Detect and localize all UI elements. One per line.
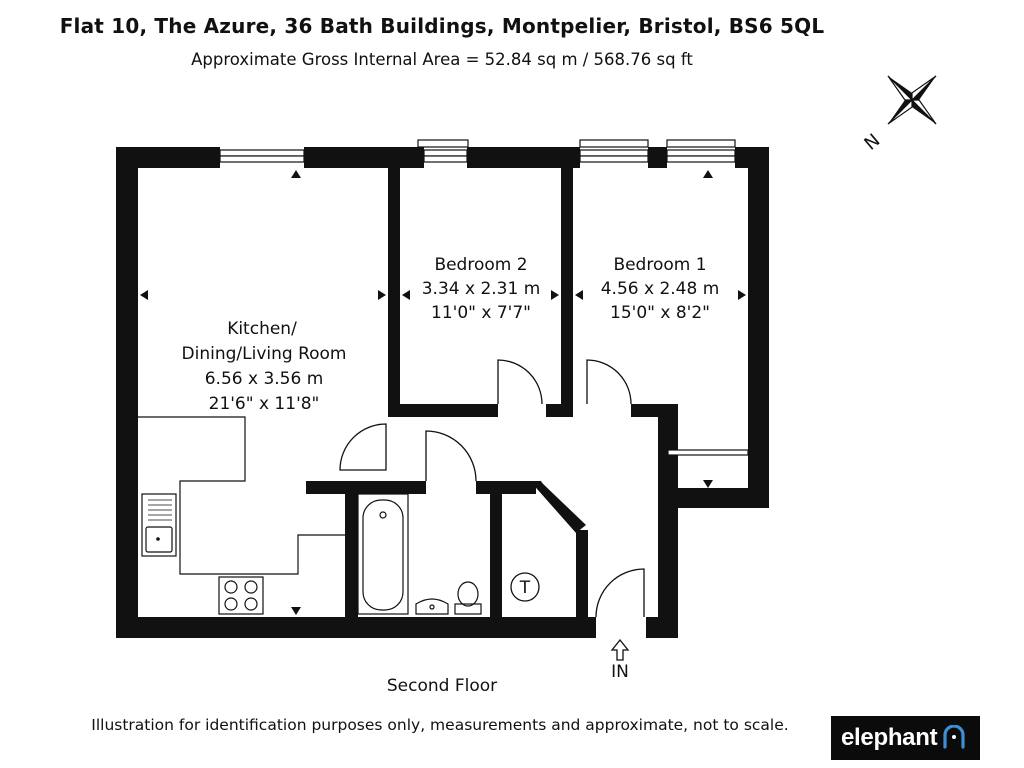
plan-title: Flat 10, The Azure, 36 Bath Buildings, Montpelier, Bristol, BS6 5QL	[59, 14, 825, 38]
exterior-walls	[116, 147, 769, 638]
plan-subtitle: Approximate Gross Internal Area = 52.84 sq m / 568.76 sq ft	[191, 50, 693, 69]
entrance-label: IN	[611, 662, 629, 682]
kitchen-counters	[138, 417, 345, 617]
entrance-door	[596, 569, 644, 617]
bedroom2-metric: 3.34 x 2.31 m	[421, 279, 541, 299]
kitchen-label	[182, 319, 347, 414]
elephant-trunk-icon	[941, 725, 967, 751]
cupboard-door-a	[540, 481, 569, 520]
bedroom1-metric: 4.56 x 2.48 m	[600, 279, 720, 299]
cupboard-diagonal-wall	[530, 481, 586, 533]
brand-logo	[831, 716, 980, 760]
bedroom2-imperial: 11'0" x 7'7"	[431, 303, 531, 323]
floor-label: Second Floor	[386, 676, 498, 696]
bathroom-door	[426, 431, 476, 481]
kitchen-name-line2: Dining/Living Room	[181, 344, 347, 364]
kitchen-name-line1: Kitchen/	[227, 319, 297, 339]
brand-name: elephant	[841, 724, 938, 751]
interior-walls	[306, 147, 678, 638]
dimension-arrows	[140, 170, 746, 615]
toilet	[455, 582, 481, 614]
bedroom2-name: Bedroom 2	[434, 255, 528, 275]
washbasin	[416, 599, 448, 614]
bath	[358, 494, 408, 614]
compass-rose-icon	[864, 52, 960, 148]
bedroom1-imperial: 15'0" x 8'2"	[610, 303, 710, 323]
disclaimer: Illustration for identification purposes only, measurements and approximate, not to scale.	[91, 716, 789, 734]
sink	[142, 494, 176, 556]
tank-cupboard	[511, 573, 539, 601]
bedroom1-label	[601, 255, 720, 323]
entrance-arrow-icon	[612, 640, 628, 660]
bedroom1-name: Bedroom 1	[613, 255, 707, 275]
kitchen-metric: 6.56 x 3.56 m	[204, 369, 324, 389]
bedroom2-door	[498, 360, 542, 404]
hall-door	[340, 424, 386, 470]
compass-north-label: N	[860, 130, 885, 155]
bedroom2-label	[422, 255, 541, 323]
hob	[219, 577, 263, 614]
tank-label: T	[519, 578, 531, 598]
bedroom1-door	[587, 360, 631, 404]
kitchen-imperial: 21'6" x 11'8"	[208, 394, 320, 414]
